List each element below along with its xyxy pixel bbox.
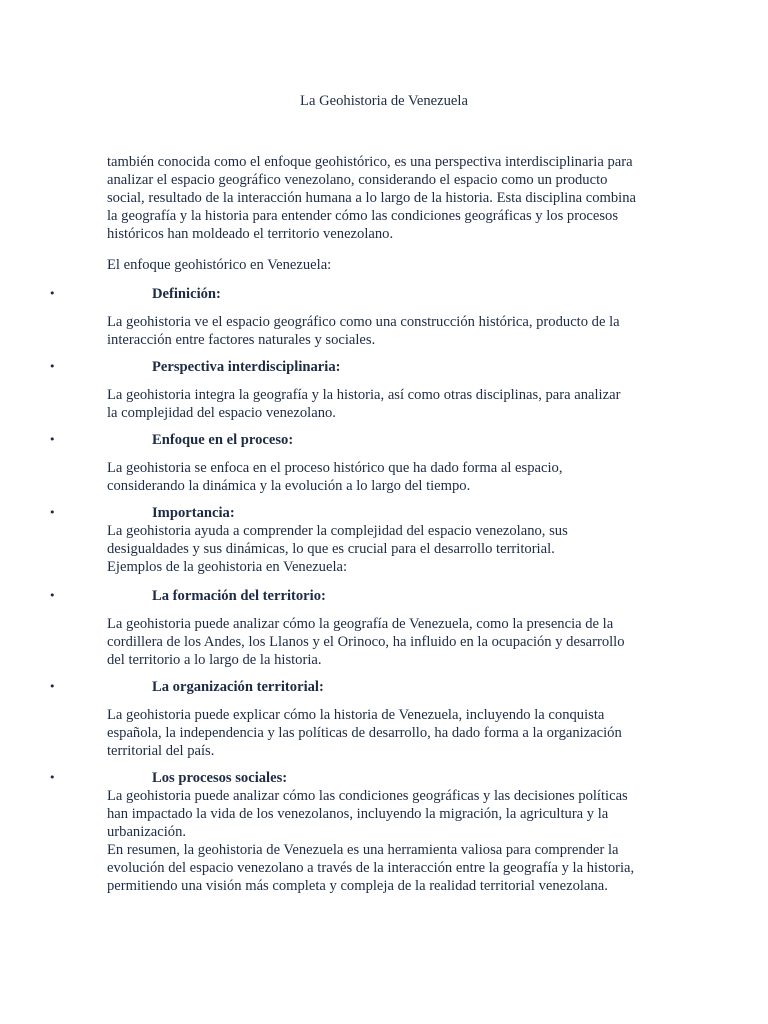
text-line: evolución del espacio venezolano a través de la interacción entre la geografía y la historia, — [107, 860, 635, 876]
text-line: analizar el espacio geográfico venezolano, considerando el espacio como un producto — [107, 172, 608, 188]
text-line: La geohistoria puede analizar cómo las condiciones geográficas y las decisiones políticas — [107, 788, 628, 804]
text-line: del territorio a lo largo de la historia. — [107, 652, 322, 668]
text-line: también conocida como el enfoque geohistórico, es una perspectiva interdisciplinaria para — [107, 154, 633, 170]
bullet-icon: • — [49, 287, 56, 300]
text-line: En resumen, la geohistoria de Venezuela es una herramienta valiosa para comprender la — [107, 842, 619, 858]
text-line: cordillera de los Andes, los Llanos y el Orinoco, ha influido en la ocupación y desarrollo — [107, 634, 625, 650]
text-line: la complejidad del espacio venezolano. — [107, 405, 336, 421]
text-line: española, la independencia y las políticas de desarrollo, ha dado forma a la organización — [107, 725, 622, 741]
bullet-heading: La organización territorial: — [152, 679, 324, 695]
text-line: considerando la dinámica y la evolución a lo largo del tiempo. — [107, 478, 471, 494]
bullet-heading: La formación del territorio: — [152, 588, 326, 604]
section-heading-enfoque — [107, 256, 667, 274]
bullet-heading: Enfoque en el proceso: — [152, 432, 294, 448]
bullet-body-enfoque-proceso — [107, 459, 667, 495]
document-title: La Geohistoria de Venezuela — [300, 93, 468, 109]
text-line: desigualdades y sus dinámicas, lo que es crucial para el desarrollo territorial. — [107, 541, 555, 557]
text-line: interacción entre factores naturales y sociales. — [107, 332, 376, 348]
bullet-body-importancia — [107, 522, 667, 576]
bullet-item-perspectiva — [0, 358, 768, 376]
intro-paragraph — [107, 153, 667, 243]
text-line: territorial del país. — [107, 743, 215, 759]
text-line: La geohistoria puede analizar cómo la geografía de Venezuela, como la presencia de la — [107, 616, 614, 632]
section-heading-ejemplos: Ejemplos de la geohistoria en Venezuela: — [107, 559, 348, 575]
section-heading-text: El enfoque geohistórico en Venezuela: — [107, 257, 332, 273]
bullet-item-organizacion — [0, 678, 768, 696]
bullet-body-procesos-sociales — [107, 787, 667, 841]
bullet-body-organizacion — [107, 706, 667, 760]
bullet-item-formacion — [0, 587, 768, 605]
bullet-body-definicion — [107, 313, 667, 349]
bullet-item-enfoque-proceso — [0, 431, 768, 449]
text-line: La geohistoria integra la geografía y la historia, así como otras disciplinas, para analizar — [107, 387, 621, 403]
bullet-heading: Definición: — [152, 286, 221, 302]
bullet-icon: • — [49, 771, 56, 784]
bullet-icon: • — [49, 680, 56, 693]
text-line: la geografía y la historia para entender cómo las condiciones geográficas y los procesos — [107, 208, 618, 224]
text-line: La geohistoria ayuda a comprender la complejidad del espacio venezolano, sus — [107, 523, 568, 539]
bullet-heading: Importancia: — [152, 505, 235, 521]
bullet-item-importancia — [0, 504, 768, 522]
text-line: históricos han moldeado el territorio venezolano. — [107, 226, 394, 242]
conclusion-paragraph — [107, 841, 667, 895]
bullet-body-perspectiva — [107, 386, 667, 422]
bullet-heading: Los procesos sociales: — [152, 770, 288, 786]
text-line: La geohistoria se enfoca en el proceso histórico que ha dado forma al espacio, — [107, 460, 563, 476]
text-line: La geohistoria ve el espacio geográfico como una construcción histórica, producto de la — [107, 314, 620, 330]
bullet-icon: • — [49, 433, 56, 446]
bullet-item-procesos-sociales — [0, 769, 768, 787]
text-line: permitiendo una visión más completa y compleja de la realidad territorial venezolana. — [107, 878, 608, 894]
bullet-heading: Perspectiva interdisciplinaria: — [152, 359, 341, 375]
text-line: social, resultado de la interacción humana a lo largo de la historia. Esta disciplina combina — [107, 190, 636, 206]
text-line: La geohistoria puede explicar cómo la historia de Venezuela, incluyendo la conquista — [107, 707, 605, 723]
bullet-body-formacion — [107, 615, 667, 669]
bullet-icon: • — [49, 589, 56, 602]
text-line: han impactado la vida de los venezolanos, incluyendo la migración, la agricultura y la — [107, 806, 609, 822]
bullet-item-definicion — [0, 285, 768, 303]
bullet-icon: • — [49, 506, 56, 519]
text-line: urbanización. — [107, 824, 187, 840]
bullet-icon: • — [49, 360, 56, 373]
